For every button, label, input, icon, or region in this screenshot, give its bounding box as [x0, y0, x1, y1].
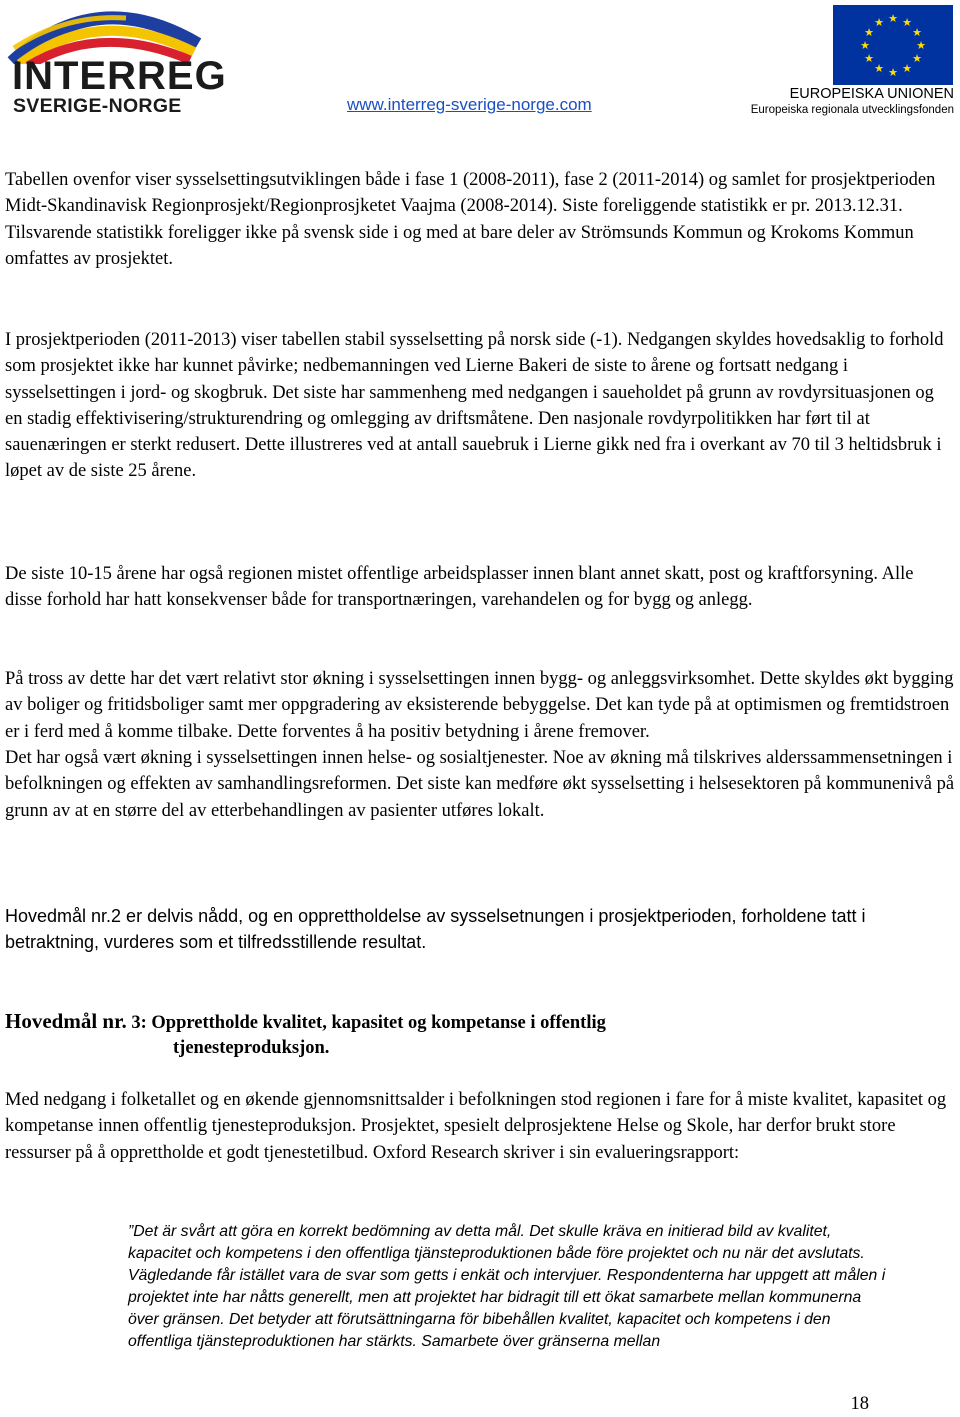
heading-line2: tjenesteproduksjon.	[173, 1038, 330, 1058]
eu-flag-icon	[833, 5, 953, 85]
eu-fund: Europeiska regionala utvecklingsfonden	[750, 104, 954, 116]
svg-text:★: ★	[916, 39, 926, 52]
svg-text:★: ★	[874, 16, 884, 29]
interreg-logo	[6, 4, 227, 120]
paragraph-public-services: Med nedgang i folketallet og en økende gjennomsnittsalder i befolkningen stod regionen i fare for å miste kvalitet, kapasitet og kompetanse innen offentlig tjenesteproduksjon. Prosjektet, spesielt delprosjektene Helse og Skole, har derfor brukt store ressurser på å opprettholde et godt tjenestetilbud. Oxford Research skriver i sin evalueringsrapport:	[5, 1090, 947, 1163]
svg-text:★: ★	[912, 52, 922, 65]
svg-text:★: ★	[902, 16, 912, 29]
section-heading	[5, 1008, 606, 1058]
svg-text:★: ★	[864, 52, 874, 65]
paragraph-construction: På tross av dette har det vært relativt stor økning i sysselsettingen innen bygg- og anleggsvirksomhet. Dette skyldes økt bygging av boliger og fritidsboliger samt mer oppgradering av eksisterende bebyggelse. Det kan tyde på at optimismen og fremtidstroen er i ferd med å komme tilbake. Dette forventes å ha positiv betydning i årene fremover.	[5, 669, 954, 742]
svg-text:★: ★	[864, 26, 874, 39]
svg-text:★: ★	[888, 66, 898, 79]
svg-text:★: ★	[874, 62, 884, 75]
evaluation-quote: ”Det är svårt att göra en korrekt bedömning av detta mål. Det skulle kräva en initierad bild av kvalitet, kapacitet och kompetens i den offentliga tjänsteproduktionen både före projektet och nu när det avslutats. Vägledande får istället vara de svar som getts i enkät och intervjuer. Respondenterna har uppgett att målen i projektet inte har nåtts generellt, men att projektet har bidragit till ett ökat samarbete mellan kommunerna över gränsen. Det betyder att förutsättningarna för bibehållen kvalitet, kapacitet och kompetens i den offentliga tjänsteproduktionen har stärkts. Samarbete över gränserna mellan	[128, 1223, 886, 1351]
paragraph-health: Det har også vært økning i sysselsettingen innen helse- og sosialtjenester. Noe av økning må tilskrives alderssammensetningen i befolkningen og effekten av samhandlingsreformen. Det siste kan medføre økt sysselsetting i helsesektoren på kommunenivå på grunn av at en større del av etterbehandlingen av pasienter utføres lokalt.	[5, 748, 955, 821]
paragraph-goal2-conclusion: Hovedmål nr.2 er delvis nådd, og en opprettholdelse av sysselsetnungen i prosjektperioden, forholdene tatt i betraktning, vurderes som et tilfredsstillende resultat.	[5, 906, 866, 953]
svg-text:★: ★	[912, 26, 922, 39]
logo-line1: INTERREG	[12, 54, 227, 98]
heading-number: 3:	[131, 1013, 147, 1033]
paragraph-intro: Tabellen ovenfor viser sysselsettingsutviklingen både i fase 1 (2008-2011), fase 2 (2011-2014) og samlet for prosjektperioden Midt-Skandinavisk Regionprosjekt/Regionprosjketet Vaajma (2008-2014). Siste foreliggende statistikk er pr. 2013.12.31. Tilsvarende statistikk foreligger ikke på svensk side i og med at bare deler av Strömsunds Kommun og Krokoms Kommun omfattes av prosjektet.	[5, 170, 936, 269]
eu-name: EUROPEISKA UNIONEN	[789, 86, 954, 102]
heading-prefix: Hovedmål nr.	[5, 1009, 127, 1033]
paragraph-employment: I prosjektperioden (2011-2013) viser tabellen stabil sysselsetting på norsk side (-1). Nedgangen skyldes hovedsaklig to forhold som prosjektet ikke har kunnet påvirke; nedbemanningen ved Lierne Bakeri de siste to årene og fortsatt nedgang i sysselsettingen i jord- og skogbruk. Det siste har sammenheng med nedgangen i saueholdet på grunn av rovdyrsituasjonen og en stadig effektivisering/strukturendring og omlegging av driftsmåtene. Den nasjonale rovdyrpolitikken har ført til at sauenæringen er sterkt redusert. Dette illustreres ved at antall sauebruk i Lierne gikk ned fra i overkant av 70 til 3 heltidsbruk i løpet av de siste 25 årene.	[5, 330, 944, 482]
heading-line1: Opprettholde kvalitet, kapasitet og kompetanse i offentlig	[151, 1013, 606, 1033]
logo-line2: SVERIGE-NORGE	[13, 95, 182, 117]
website-link[interactable]: www.interreg-sverige-norge.com	[347, 95, 592, 114]
paragraph-public-jobs: De siste 10-15 årene har også regionen mistet offentlige arbeidsplasser innen blant annet skatt, post og kraftforsyning. Alle disse forhold har hatt konsekvenser både for transportnæringen, varehandelen og for bygg og anlegg.	[5, 564, 914, 611]
svg-text:★: ★	[888, 12, 898, 25]
svg-text:★: ★	[902, 62, 912, 75]
svg-text:★: ★	[860, 39, 870, 52]
page-number: 18	[850, 1394, 869, 1414]
